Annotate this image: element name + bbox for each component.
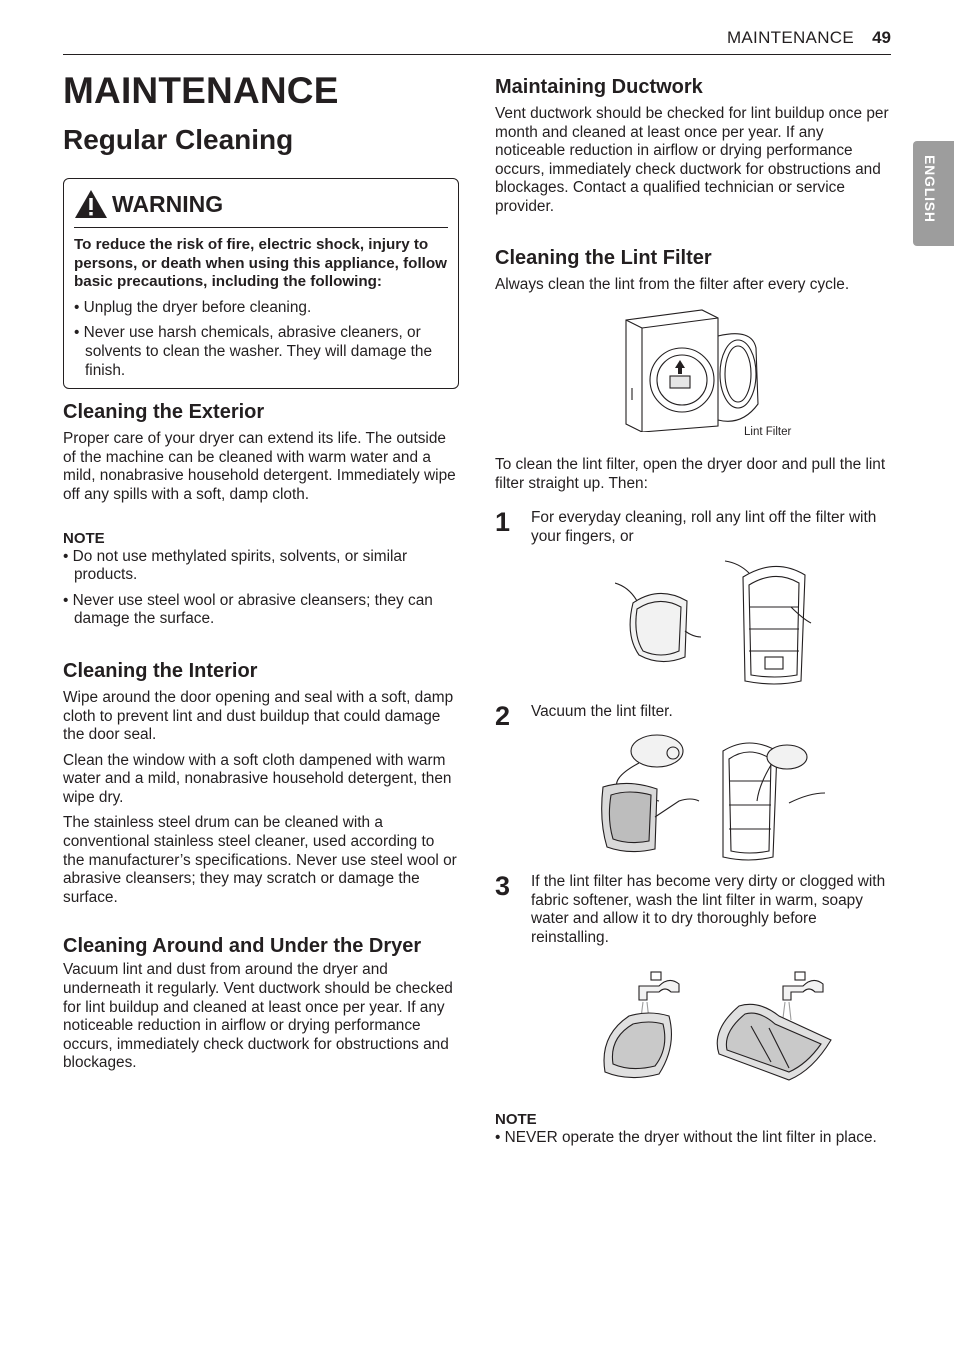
page-header (63, 26, 891, 55)
exterior-heading: Cleaning the Exterior (63, 401, 265, 424)
exterior-note-label: NOTE (63, 529, 105, 547)
dryer-figure (495, 308, 895, 448)
lint-step (495, 509, 895, 546)
header-section-title: MAINTENANCE (726, 28, 854, 47)
lint-note-label: NOTE (495, 1110, 537, 1128)
roll-lint-illustration (615, 557, 855, 689)
ductwork-heading: Maintaining Ductwork (495, 76, 703, 98)
vacuum-filter-illustration (599, 731, 839, 863)
lint-heading: Cleaning the Lint Filter (495, 246, 712, 269)
lint-step (495, 873, 895, 947)
interior-heading: Cleaning the Interior (63, 659, 258, 682)
warning-item: • Unplug the dryer before cleaning. (74, 298, 312, 316)
step-number: 2 (495, 700, 511, 731)
interior-paragraph: The stainless steel drum can be cleaned with a conventional stainless steel cleaner, used according to the manufacturer’s specifications. Never use steel wool or abrasive cleansers; they may scratch or damage the surface. (63, 814, 457, 906)
warning-triangle-icon (74, 189, 108, 219)
page-number: 49 (872, 28, 891, 47)
around-heading: Cleaning Around and Under the Dryer (63, 935, 422, 958)
ductwork-body: Vent ductwork should be checked for lint buildup once per month and cleaned at least once per year. If any noticeable reduction in airflow or drying performance occurs, immediately check ductwork for obstructions and blockages. Contact a qualified technician or service provider. (495, 105, 889, 215)
lint-note-item: • NEVER operate the dryer without the lint filter in place. (495, 1128, 877, 1146)
section-title: Regular Cleaning (63, 124, 294, 155)
lint-filter-caption: Lint Filter (744, 426, 792, 439)
lint-step (495, 700, 895, 731)
interior-paragraph: Clean the window with a soft cloth dampened with warm water and a mild, nonabrasive household detergent, then wipe dry. (63, 751, 452, 806)
exterior-note-item: • Do not use methylated spirits, solvents, or similar products. (63, 547, 408, 584)
step-number: 3 (495, 871, 511, 902)
warning-lead-text: To reduce the risk of fire, electric shock, injury to persons, or death when using this appliance, follow basic precautions, including the following: (74, 236, 447, 291)
step-text: If the lint filter has become very dirty or clogged with fabric softener, wash the lint filter in warm, soapy water and allow it to dry thoroughly before reinstalling. (531, 873, 886, 946)
left-column (63, 70, 459, 1073)
language-tab-label: ENGLISH (922, 155, 938, 223)
lint-how-to: To clean the lint filter, open the dryer door and pull the lint filter straight up. Then: (495, 456, 886, 492)
right-column (495, 72, 895, 1147)
step-text: For everyday cleaning, roll any lint off the filter with your fingers, or (531, 509, 877, 545)
lint-intro: Always clean the lint from the filter after every cycle. (495, 275, 850, 293)
wash-filter-illustration (599, 966, 839, 1086)
around-body: Vacuum lint and dust from around the dryer and underneath it regularly. Vent ductwork should be checked for lint buildup and cleaned at least once per year. If any noticeable reduction in airflow or drying performance occurs, immediately check ductwork for obstructions and blockages. (63, 961, 453, 1072)
dryer-illustration (622, 308, 802, 432)
language-tab (913, 141, 954, 246)
exterior-note-item: • Never use steel wool or abrasive cleansers; they can damage the surface. (63, 591, 433, 628)
warning-header (74, 189, 448, 228)
warning-box (63, 178, 459, 389)
interior-paragraph: Wipe around the door opening and seal with a soft, damp cloth to prevent lint and dust buildup that could damage the door seal. (63, 688, 454, 744)
warning-item: • Never use harsh chemicals, abrasive cleaners, or solvents to clean the washer. They will damage the finish. (74, 324, 433, 379)
page-title: MAINTENANCE (63, 70, 339, 111)
step-text: Vacuum the lint filter. (531, 702, 673, 720)
warning-label: WARNING (112, 190, 224, 217)
exterior-body: Proper care of your dryer can extend its life. The outside of the machine can be cleaned with warm water and a mild, nonabrasive household detergent. Immediately wipe off any spills with a soft, damp cloth. (63, 430, 456, 503)
step-number: 1 (495, 507, 511, 538)
